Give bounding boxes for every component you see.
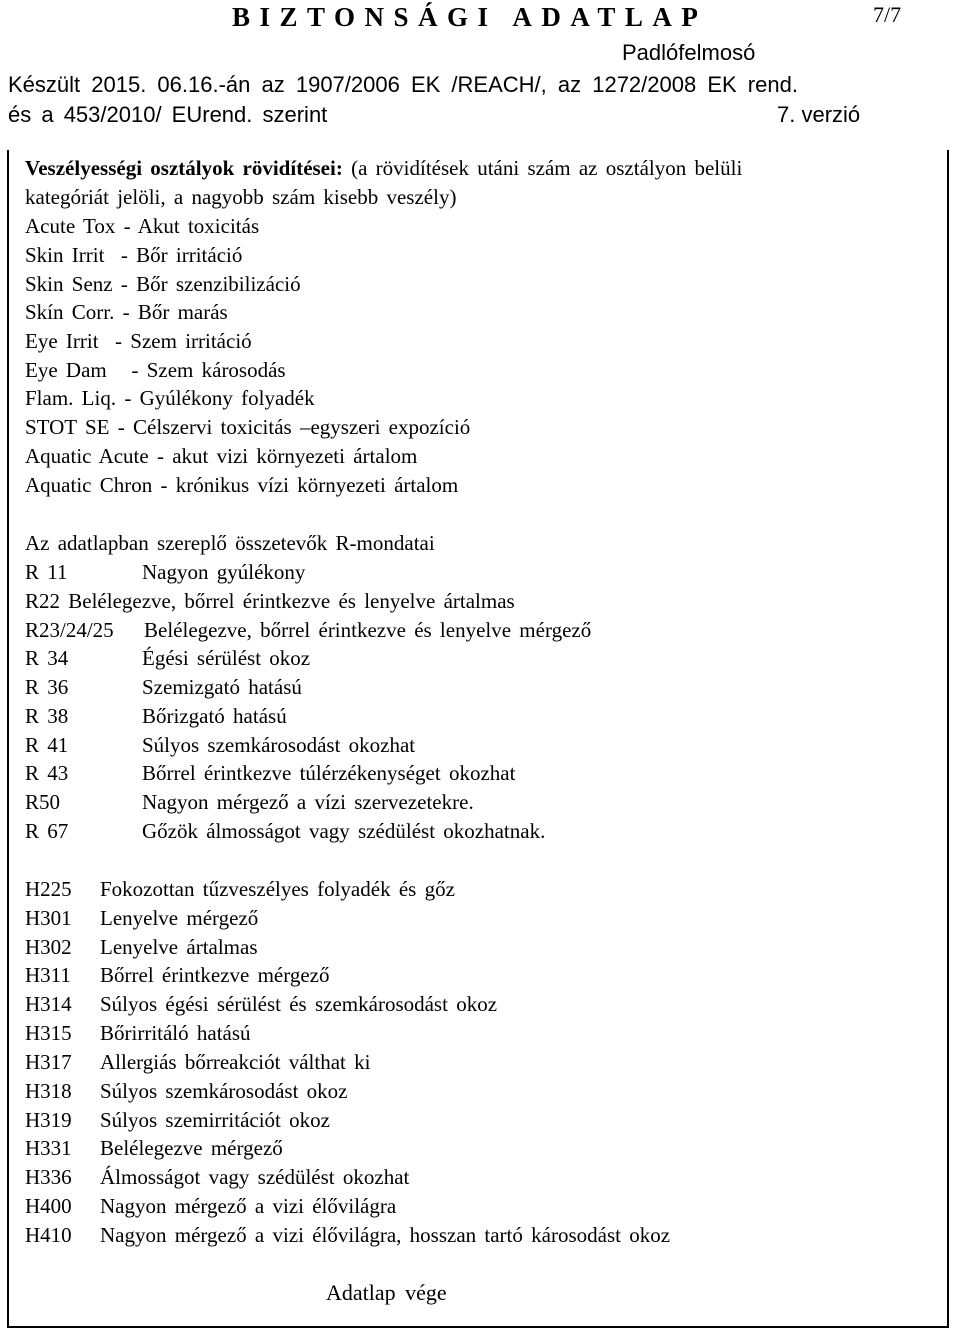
h-code: H319 xyxy=(25,1108,72,1132)
abbrev-item: Eye Dam - Szem károsodás xyxy=(25,358,286,382)
h-phrase-row xyxy=(25,1050,370,1074)
h-text: Allergiás bőrreakciót válthat ki xyxy=(100,1050,371,1074)
h-text: Lenyelve mérgező xyxy=(100,906,259,930)
r-text: Belélegezve, bőrrel érintkezve és lenyelve mérgező xyxy=(144,618,592,642)
h-phrase-row xyxy=(25,1108,330,1132)
r-phrase-row xyxy=(25,675,302,699)
abbrev-item: Aquatic Acute - akut vizi környezeti ártalom xyxy=(25,444,418,468)
r-phrase-row xyxy=(25,761,515,785)
h-phrase-row xyxy=(25,1136,283,1160)
abbrev-item: STOT SE - Célszervi toxicitás –egyszeri expozíció xyxy=(25,415,471,439)
abbrev-item: Acute Tox - Akut toxicitás xyxy=(25,214,260,238)
h-code: H311 xyxy=(25,963,71,987)
abbrev-item: Eye Irrit - Szem irritáció xyxy=(25,329,252,353)
h-code: H302 xyxy=(25,935,72,959)
h-phrase-row xyxy=(25,963,330,987)
h-code: H315 xyxy=(25,1021,72,1045)
r-code: R 43 xyxy=(25,761,69,785)
h-code: H314 xyxy=(25,992,72,1016)
abbrev-item: Skin Senz - Bőr szenzibilizáció xyxy=(25,272,301,296)
h-text: Belélegezve mérgező xyxy=(100,1136,283,1160)
h-text: Bőrrel érintkezve mérgező xyxy=(100,963,330,987)
r-phrase-row xyxy=(25,560,305,584)
abbrev-heading-bold: Veszélyességi osztályok rövidítései: xyxy=(25,156,343,180)
r-text: Nagyon gyúlékony xyxy=(142,560,306,584)
h-text: Lenyelve ártalmas xyxy=(100,935,258,959)
abbrev-heading xyxy=(25,156,742,180)
abbrev-heading-rest: (a rövidítések utáni szám az osztályon belüli xyxy=(342,156,743,180)
r-code: R 38 xyxy=(25,704,69,728)
r-code: R 67 xyxy=(25,819,69,843)
r-code: R 41 xyxy=(25,733,69,757)
r-phrase-row xyxy=(25,589,515,613)
r-text: Szemizgató hatású xyxy=(142,675,302,699)
r-phrase-row xyxy=(25,646,310,670)
r-code: R 11 xyxy=(25,560,68,584)
h-code: H331 xyxy=(25,1136,72,1160)
r-code: R 34 xyxy=(25,646,69,670)
h-text: Bőrirritáló hatású xyxy=(100,1021,251,1045)
r-code: R22 xyxy=(25,589,61,613)
h-phrase-row xyxy=(25,1021,251,1045)
r-text: Bőrrel érintkezve túlérzékenységet okozhat xyxy=(142,761,516,785)
r-phrase-row xyxy=(25,733,415,757)
h-code: H301 xyxy=(25,906,72,930)
h-text: Súlyos szemirritációt okoz xyxy=(100,1108,330,1132)
regulation-line-1: Készült 2015. 06.16.-án az 1907/2006 EK /REACH/, az 1272/2008 EK rend. xyxy=(8,72,798,97)
h-phrase-row xyxy=(25,877,455,901)
r-code: R23/24/25 xyxy=(25,618,114,642)
h-text: Álmosságot vagy szédülést okozhat xyxy=(100,1165,410,1189)
h-phrase-row xyxy=(25,935,258,959)
h-phrase-row xyxy=(25,1165,409,1189)
h-text: Súlyos szemkárosodást okoz xyxy=(100,1079,348,1103)
h-text: Nagyon mérgező a vizi élővilágra xyxy=(100,1194,397,1218)
abbrev-item: Flam. Liq. - Gyúlékony folyadék xyxy=(25,386,315,410)
h-phrase-row xyxy=(25,1223,670,1247)
r-phrase-row xyxy=(25,618,591,642)
h-code: H225 xyxy=(25,877,72,901)
r-text: Gőzök álmosságot vagy szédülést okozhatnak. xyxy=(142,819,546,843)
page-number: 7/7 xyxy=(873,2,902,27)
r-phrase-row xyxy=(25,819,545,843)
r-phrase-row xyxy=(25,704,287,728)
h-code: H336 xyxy=(25,1165,72,1189)
regulation-line-2: és a 453/2010/ EUrend. szerint xyxy=(8,102,328,127)
h-text: Fokozottan tűzveszélyes folyadék és gőz xyxy=(100,877,455,901)
h-phrase-row xyxy=(25,906,258,930)
abbrev-item: Aquatic Chron - krónikus vízi környezeti ártalom xyxy=(25,473,459,497)
abbrev-item: Skin Irrit - Bőr irritáció xyxy=(25,243,243,267)
r-text: Bőrizgató hatású xyxy=(142,704,287,728)
h-code: H410 xyxy=(25,1223,72,1247)
abbrev-heading-line2: kategóriát jelöli, a nagyobb szám kisebb veszély) xyxy=(25,185,457,209)
r-text: Belélegezve, bőrrel érintkezve és lenyelve ártalmas xyxy=(68,589,515,613)
abbrev-item: Skín Corr. - Bőr marás xyxy=(25,300,228,324)
h-code: H400 xyxy=(25,1194,72,1218)
r-text: Nagyon mérgező a vízi szervezetekre. xyxy=(142,790,474,814)
r-phrases-heading: Az adatlapban szereplő összetevők R-mondatai xyxy=(25,531,435,555)
h-text: Nagyon mérgező a vizi élővilágra, hosszan tartó károsodást okoz xyxy=(100,1223,671,1247)
r-code: R 36 xyxy=(25,675,69,699)
h-phrase-row xyxy=(25,1079,347,1103)
r-code: R50 xyxy=(25,790,61,814)
h-phrase-row xyxy=(25,992,497,1016)
product-name: Padlófelmosó xyxy=(622,40,756,65)
h-code: H318 xyxy=(25,1079,72,1103)
r-text: Égési sérülést okoz xyxy=(142,646,311,670)
r-text: Súlyos szemkárosodást okozhat xyxy=(142,733,416,757)
r-phrase-row xyxy=(25,790,474,814)
h-code: H317 xyxy=(25,1050,72,1074)
document-title: BIZTONSÁGI ADATLAP xyxy=(232,2,708,32)
version-label: 7. verzió xyxy=(777,102,861,127)
h-text: Súlyos égési sérülést és szemkárosodást okoz xyxy=(100,992,498,1016)
h-phrase-row xyxy=(25,1194,396,1218)
end-of-sheet: Adatlap vége xyxy=(326,1280,447,1305)
